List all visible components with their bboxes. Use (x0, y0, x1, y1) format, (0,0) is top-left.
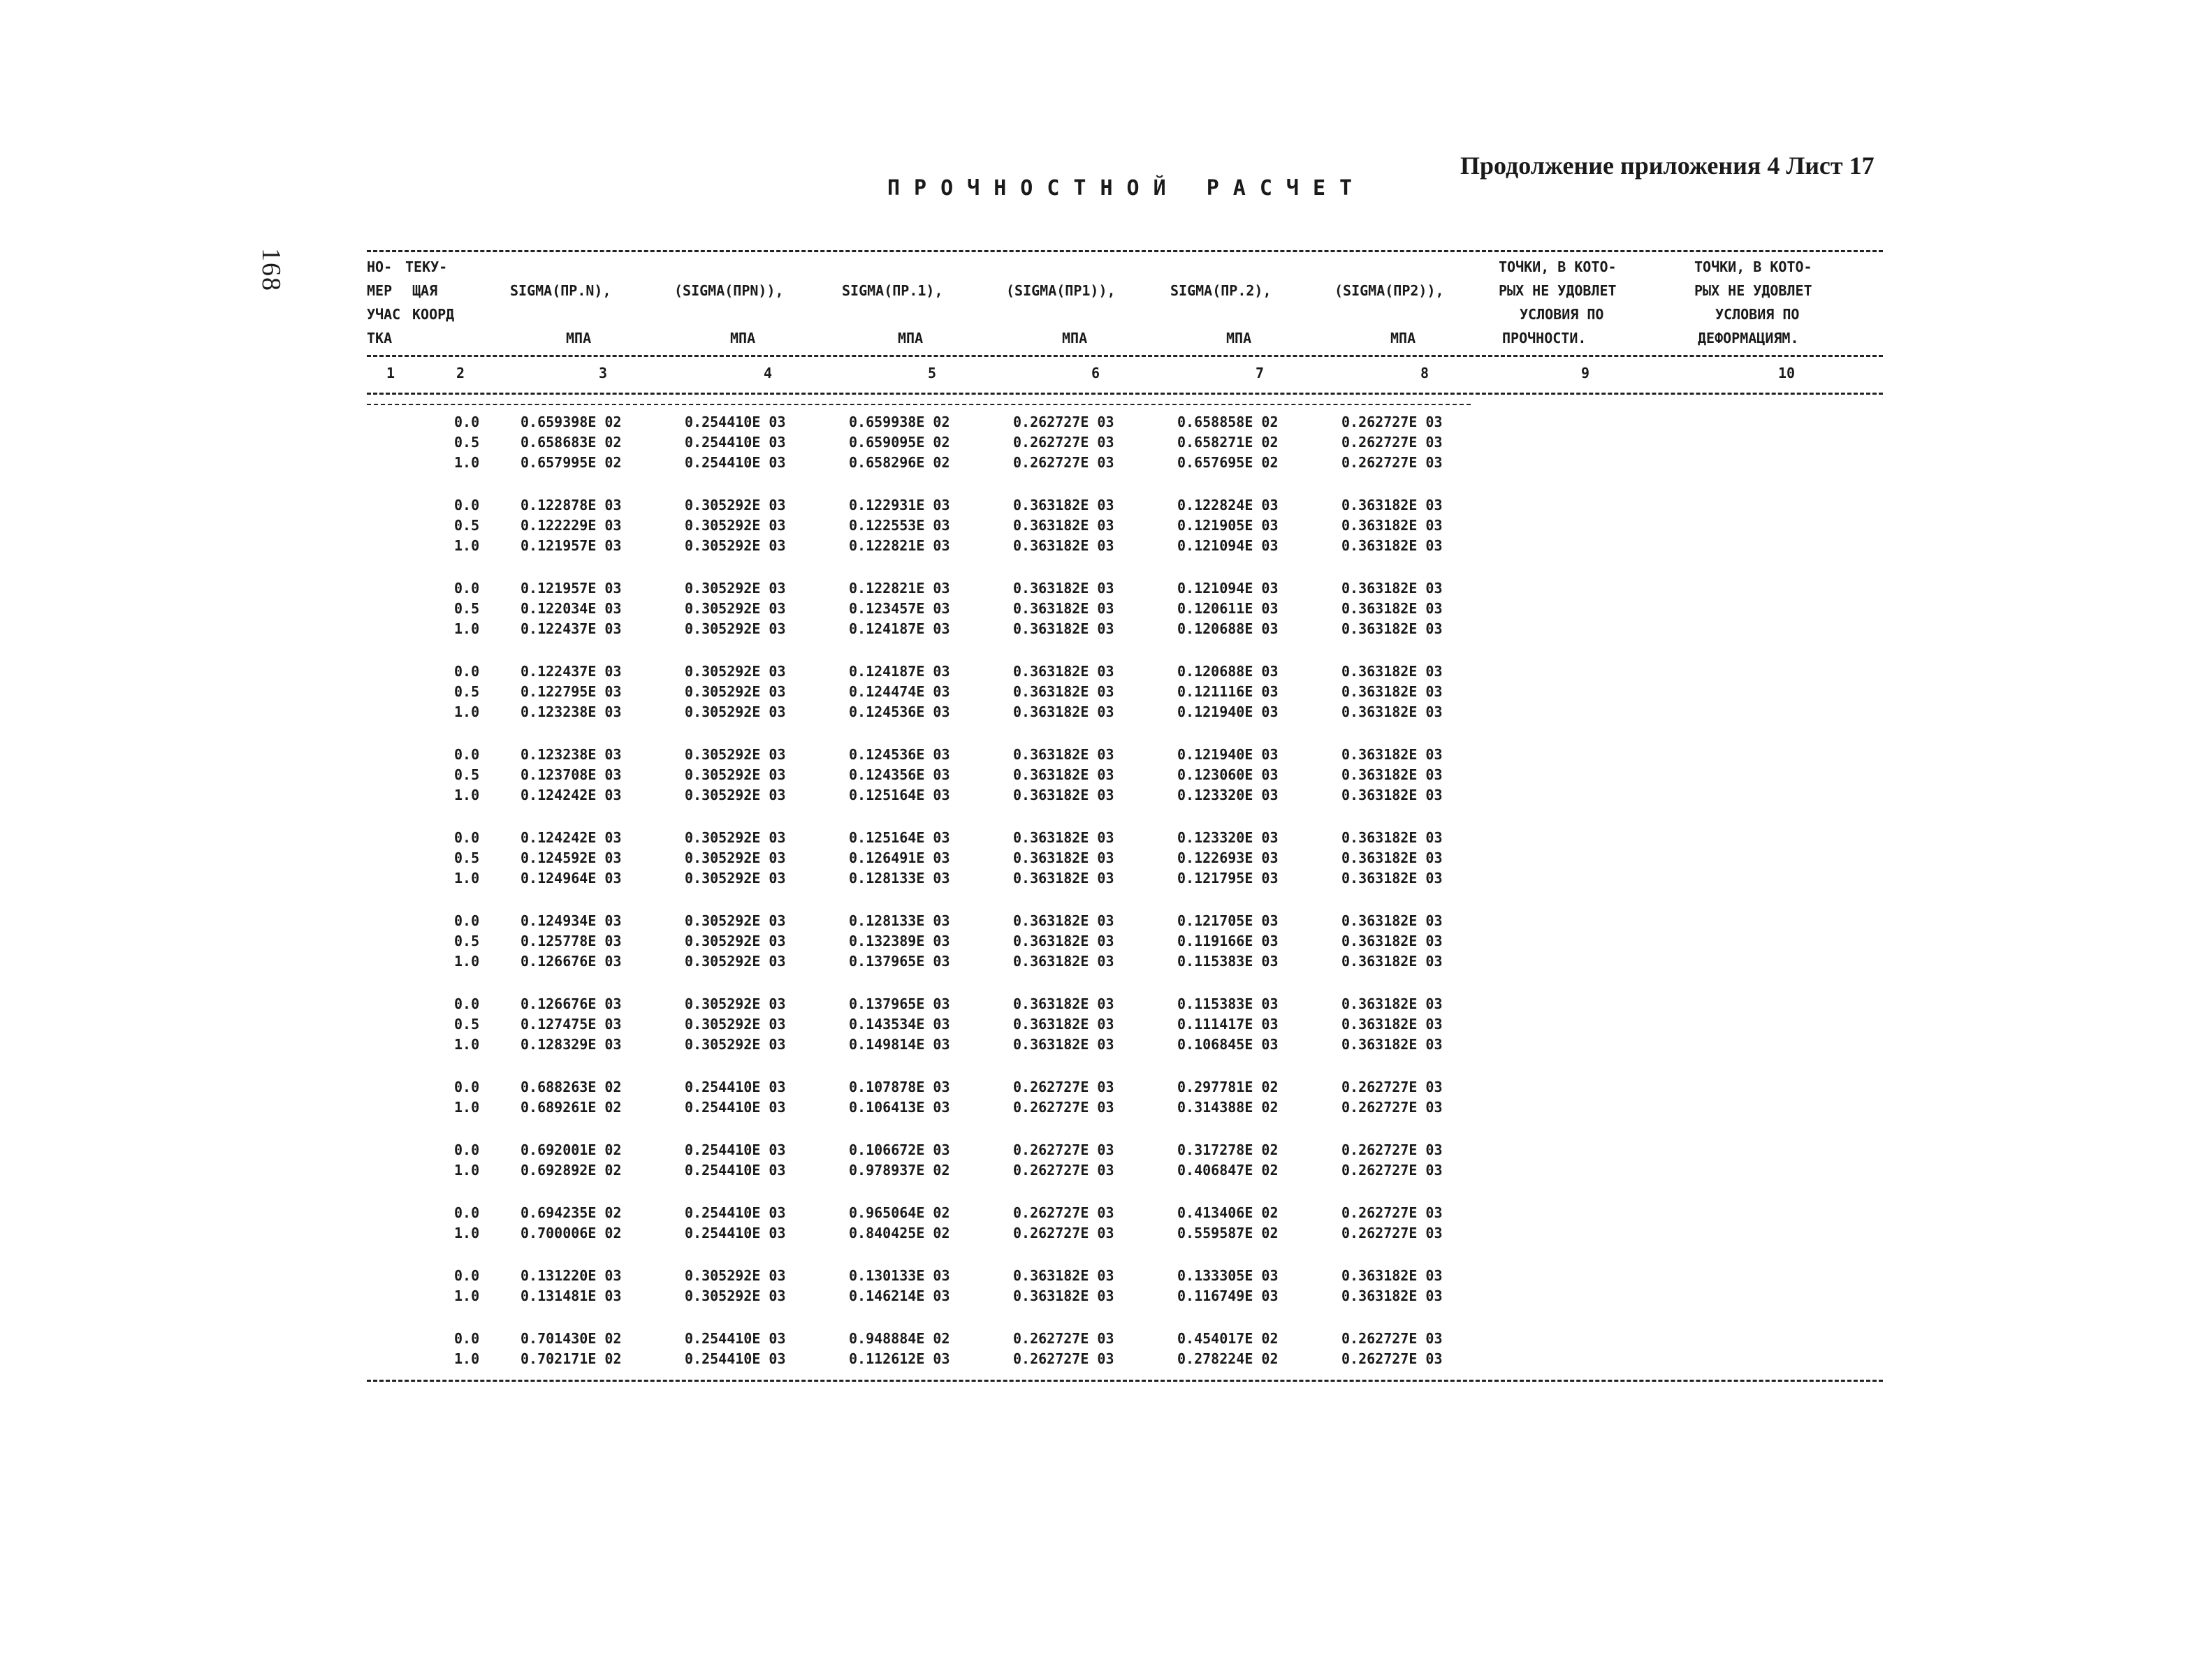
table-cell: 0.363182E 03 (1341, 537, 1443, 554)
table-cell: 0.317278E 02 (1177, 1141, 1279, 1158)
table-cell: 0.657995E 02 (521, 454, 622, 471)
table-cell: 0.133305E 03 (1177, 1267, 1279, 1284)
table-cell: 0.254410E 03 (685, 1204, 786, 1221)
header-col10-line1: ТОЧКИ, В КОТО- (1694, 258, 1812, 275)
page-title: ПРОЧНОСТНОЙ РАСЧЕТ (887, 176, 1367, 200)
table-cell: 0.122437E 03 (521, 663, 622, 680)
table-cell: 1.0 (454, 787, 480, 803)
table-cell: 0.5 (454, 766, 480, 783)
table-cell: 0.363182E 03 (1341, 870, 1443, 886)
table-cell: 0.131220E 03 (521, 1267, 622, 1284)
table-cell: 0.965064E 02 (849, 1204, 950, 1221)
table-cell: 0.363182E 03 (1013, 995, 1114, 1012)
table-cell: 0.124964E 03 (521, 870, 622, 886)
table-cell: 0.305292E 03 (685, 663, 786, 680)
table-cell: 0.262727E 03 (1341, 1225, 1443, 1241)
table-cell: 0.116749E 03 (1177, 1287, 1279, 1304)
table-cell: 0.659398E 02 (521, 414, 622, 430)
header-col5-line1: SIGMA(ПР.1), (842, 282, 943, 299)
table-cell: 0.122795E 03 (521, 683, 622, 700)
table-cell: 0.123320E 03 (1177, 829, 1279, 846)
table-cell: 0.363182E 03 (1341, 600, 1443, 617)
header-col1-line1: НО- (367, 258, 393, 275)
table-cell: 1.0 (454, 1099, 480, 1116)
table-cell: 0.125164E 03 (849, 829, 950, 846)
column-number: 5 (928, 365, 937, 381)
table-cell: 0.406847E 02 (1177, 1162, 1279, 1178)
table-cell: 0.121940E 03 (1177, 746, 1279, 763)
table-cell: 0.363182E 03 (1013, 787, 1114, 803)
header-col1-line4: ТКА (367, 330, 393, 346)
table-cell: 0.363182E 03 (1013, 1036, 1114, 1053)
table-cell: 0.363182E 03 (1341, 517, 1443, 534)
table-cell: 0.123320E 03 (1177, 787, 1279, 803)
table-cell: 0.262727E 03 (1013, 1225, 1114, 1241)
table-cell: 0.658271E 02 (1177, 434, 1279, 451)
table-cell: 0.363182E 03 (1013, 537, 1114, 554)
table-cell: 1.0 (454, 870, 480, 886)
table-cell: 0.122437E 03 (521, 620, 622, 637)
table-cell: 0.262727E 03 (1341, 1079, 1443, 1095)
table-cell: 0.254410E 03 (685, 1141, 786, 1158)
table-cell: 0.363182E 03 (1341, 620, 1443, 637)
table-cell: 0.121705E 03 (1177, 912, 1279, 929)
table-cell: 0.124592E 03 (521, 849, 622, 866)
table-cell: 0.363182E 03 (1013, 1267, 1114, 1284)
table-cell: 0.262727E 03 (1341, 1162, 1443, 1178)
header-col7-line1: SIGMA(ПР.2), (1170, 282, 1272, 299)
table-cell: 0.305292E 03 (685, 1267, 786, 1284)
table-cell: 0.143534E 03 (849, 1016, 950, 1032)
column-number: 6 (1091, 365, 1100, 381)
table-cell: 0.126491E 03 (849, 849, 950, 866)
table-cell: 0.123708E 03 (521, 766, 622, 783)
table-cell: 0.363182E 03 (1341, 746, 1443, 763)
header-col2-line2: ЩАЯ (412, 282, 438, 299)
column-number: 7 (1256, 365, 1265, 381)
table-cell: 0.115383E 03 (1177, 953, 1279, 970)
table-cell: 0.122878E 03 (521, 497, 622, 513)
table-cell: 0.658296E 02 (849, 454, 950, 471)
table-cell: 0.121957E 03 (521, 580, 622, 597)
table-cell: 0.137965E 03 (849, 995, 950, 1012)
table-cell: 0.305292E 03 (685, 766, 786, 783)
table-cell: 0.5 (454, 683, 480, 700)
table-cell: 0.262727E 03 (1013, 1099, 1114, 1116)
table-cell: 0.115383E 03 (1177, 995, 1279, 1012)
table-cell: 0.559587E 02 (1177, 1225, 1279, 1241)
table-cell: 0.0 (454, 414, 480, 430)
table-cell: 0.122229E 03 (521, 517, 622, 534)
continuation-label: Продолжение приложения 4 Лист 17 (1460, 152, 1875, 180)
table-cell: 0.120688E 03 (1177, 620, 1279, 637)
table-cell: 1.0 (454, 1350, 480, 1367)
table-cell: 0.262727E 03 (1341, 1204, 1443, 1221)
table-cell: 0.363182E 03 (1013, 600, 1114, 617)
table-cell: 0.305292E 03 (685, 600, 786, 617)
table-cell: 0.254410E 03 (685, 434, 786, 451)
table-cell: 0.305292E 03 (685, 620, 786, 637)
table-cell: 0.254410E 03 (685, 414, 786, 430)
column-number: 3 (599, 365, 608, 381)
table-cell: 0.0 (454, 995, 480, 1012)
table-cell: 1.0 (454, 1036, 480, 1053)
table-cell: 0.262727E 03 (1013, 1204, 1114, 1221)
table-cell: 0.128133E 03 (849, 912, 950, 929)
table-cell: 0.262727E 03 (1013, 1141, 1114, 1158)
table-cell: 0.363182E 03 (1341, 849, 1443, 866)
table-cell: 0.262727E 03 (1341, 1330, 1443, 1347)
table-cell: 0.254410E 03 (685, 1099, 786, 1116)
table-cell: 1.0 (454, 620, 480, 637)
table-cell: 0.137965E 03 (849, 953, 950, 970)
table-cell: 0.694235E 02 (521, 1204, 622, 1221)
header-col10-line3: УСЛОВИЯ ПО (1715, 306, 1800, 323)
table-cell: 0.262727E 03 (1341, 414, 1443, 430)
table-cell: 0.5 (454, 849, 480, 866)
table-cell: 0.122821E 03 (849, 537, 950, 554)
table-cell: 0.305292E 03 (685, 537, 786, 554)
table-cell: 0.125778E 03 (521, 933, 622, 949)
table-cell: 0.121795E 03 (1177, 870, 1279, 886)
table-cell: 0.262727E 03 (1013, 414, 1114, 430)
table-cell: 0.363182E 03 (1013, 933, 1114, 949)
table-cell: 0.840425E 02 (849, 1225, 950, 1241)
table-cell: 0.305292E 03 (685, 849, 786, 866)
header-col6-line1: (SIGMA(ПР1)), (1006, 282, 1116, 299)
table-cell: 0.124536E 03 (849, 746, 950, 763)
column-number: 10 (1778, 365, 1796, 381)
header-col4-line1: (SIGMA(ПРN)), (674, 282, 784, 299)
table-cell: 0.124187E 03 (849, 663, 950, 680)
table-cell: 0.363182E 03 (1013, 766, 1114, 783)
header-col10-line4: ДЕФОРМАЦИЯМ. (1698, 330, 1799, 346)
header-col3-unit: МПА (566, 330, 592, 346)
table-cell: 0.254410E 03 (685, 454, 786, 471)
table-cell: 0.305292E 03 (685, 1036, 786, 1053)
table-cell: 0.363182E 03 (1341, 953, 1443, 970)
table-cell: 0.5 (454, 517, 480, 534)
table-cell: 0.5 (454, 933, 480, 949)
table-cell: 0.262727E 03 (1013, 1079, 1114, 1095)
header-col6-unit: МПА (1062, 330, 1088, 346)
table-cell: 0.121094E 03 (1177, 537, 1279, 554)
table-cell: 1.0 (454, 953, 480, 970)
table-cell: 0.0 (454, 1079, 480, 1095)
table-cell: 0.122824E 03 (1177, 497, 1279, 513)
table-cell: 0.363182E 03 (1013, 1287, 1114, 1304)
table-cell: 0.128133E 03 (849, 870, 950, 886)
table-cell: 0.5 (454, 600, 480, 617)
table-cell: 0.0 (454, 1141, 480, 1158)
table-cell: 0.124187E 03 (849, 620, 950, 637)
table-cell: 0.254410E 03 (685, 1225, 786, 1241)
header-col2-line1: ТЕКУ- (405, 258, 448, 275)
table-cell: 0.363182E 03 (1341, 663, 1443, 680)
table-cell: 0.121094E 03 (1177, 580, 1279, 597)
table-cell: 0.948884E 02 (849, 1330, 950, 1347)
table-cell: 0.692001E 02 (521, 1141, 622, 1158)
table-cell: 0.305292E 03 (685, 912, 786, 929)
table-cell: 0.701430E 02 (521, 1330, 622, 1347)
table-cell: 0.363182E 03 (1013, 1016, 1114, 1032)
table-cell: 0.262727E 03 (1013, 434, 1114, 451)
table-cell: 0.123457E 03 (849, 600, 950, 617)
table-cell: 0.305292E 03 (685, 870, 786, 886)
header-col9-line1: ТОЧКИ, В КОТО- (1499, 258, 1617, 275)
table-cell: 0.659938E 02 (849, 414, 950, 430)
table-cell: 0.262727E 03 (1341, 1099, 1443, 1116)
table-cell: 0.305292E 03 (685, 829, 786, 846)
table-cell: 0.131481E 03 (521, 1287, 622, 1304)
table-cell: 0.692892E 02 (521, 1162, 622, 1178)
table-cell: 0.978937E 02 (849, 1162, 950, 1178)
table-cell: 0.0 (454, 829, 480, 846)
table-cell: 0.363182E 03 (1341, 1036, 1443, 1053)
table-cell: 0.146214E 03 (849, 1287, 950, 1304)
table-cell: 0.0 (454, 497, 480, 513)
table-cell: 0.363182E 03 (1013, 703, 1114, 720)
column-number: 1 (386, 365, 395, 381)
table-cell: 0.0 (454, 1204, 480, 1221)
table-cell: 0.363182E 03 (1013, 517, 1114, 534)
table-cell: 0.122931E 03 (849, 497, 950, 513)
table-cell: 0.363182E 03 (1013, 580, 1114, 597)
table-cell: 0.122821E 03 (849, 580, 950, 597)
column-number: 4 (764, 365, 773, 381)
table-cell: 0.305292E 03 (685, 703, 786, 720)
table-cell: 0.123060E 03 (1177, 766, 1279, 783)
table-cell: 0.658683E 02 (521, 434, 622, 451)
header-col8-unit: МПА (1390, 330, 1416, 346)
table-cell: 0.106672E 03 (849, 1141, 950, 1158)
table-cell: 0.363182E 03 (1341, 497, 1443, 513)
table-cell: 0.5 (454, 1016, 480, 1032)
table-cell: 0.106845E 03 (1177, 1036, 1279, 1053)
table-cell: 0.0 (454, 663, 480, 680)
table-cell: 0.363182E 03 (1013, 663, 1114, 680)
table-cell: 0.126676E 03 (521, 953, 622, 970)
table-cell: 0.262727E 03 (1013, 1330, 1114, 1347)
table-cell: 1.0 (454, 1225, 480, 1241)
table-cell: 0.124356E 03 (849, 766, 950, 783)
header-col10-line2: РЫХ НЕ УДОВЛЕТ (1694, 282, 1812, 299)
table-cell: 0.262727E 03 (1013, 454, 1114, 471)
table-cell: 0.123238E 03 (521, 703, 622, 720)
table-cell: 1.0 (454, 454, 480, 471)
table-cell: 0.112612E 03 (849, 1350, 950, 1367)
table-cell: 0.363182E 03 (1013, 953, 1114, 970)
table-cell: 0.363182E 03 (1341, 829, 1443, 846)
table-cell: 0.107878E 03 (849, 1079, 950, 1095)
table-cell: 0.124536E 03 (849, 703, 950, 720)
column-number: 8 (1420, 365, 1429, 381)
table-cell: 0.130133E 03 (849, 1267, 950, 1284)
table-cell: 0.254410E 03 (685, 1079, 786, 1095)
table-cell: 0.363182E 03 (1341, 1287, 1443, 1304)
header-col2-line3: КООРД (412, 306, 455, 323)
table-cell: 0.122553E 03 (849, 517, 950, 534)
table-cell: 0.413406E 02 (1177, 1204, 1279, 1221)
table-cell: 0.689261E 02 (521, 1099, 622, 1116)
table-cell: 0.106413E 03 (849, 1099, 950, 1116)
table-cell: 0.262727E 03 (1013, 1162, 1114, 1178)
table-cell: 0.363182E 03 (1341, 1267, 1443, 1284)
table-cell: 0.254410E 03 (685, 1162, 786, 1178)
table-cell: 0.254410E 03 (685, 1330, 786, 1347)
table-cell: 0.363182E 03 (1341, 995, 1443, 1012)
header-col4-unit: МПА (730, 330, 756, 346)
table-cell: 0.363182E 03 (1013, 870, 1114, 886)
table-cell: 1.0 (454, 1162, 480, 1178)
table-cell: 0.122034E 03 (521, 600, 622, 617)
table-cell: 0.454017E 02 (1177, 1330, 1279, 1347)
column-number: 9 (1581, 365, 1590, 381)
table-cell: 0.262727E 03 (1341, 1350, 1443, 1367)
table-cell: 0.123238E 03 (521, 746, 622, 763)
table-cell: 0.124474E 03 (849, 683, 950, 700)
table-cell: 0.121940E 03 (1177, 703, 1279, 720)
table-cell: 0.305292E 03 (685, 1016, 786, 1032)
table-cell: 0.5 (454, 434, 480, 451)
table-cell: 0.120611E 03 (1177, 600, 1279, 617)
table-cell: 0.314388E 02 (1177, 1099, 1279, 1116)
header-col8-line1: (SIGMA(ПР2)), (1334, 282, 1444, 299)
table-cell: 0.688263E 02 (521, 1079, 622, 1095)
table-cell: 0.126676E 03 (521, 995, 622, 1012)
table-cell: 0.363182E 03 (1013, 746, 1114, 763)
table-cell: 0.363182E 03 (1341, 683, 1443, 700)
table-cell: 0.363182E 03 (1341, 703, 1443, 720)
table-cell: 0.0 (454, 746, 480, 763)
header-col1-line3: УЧАС (367, 306, 401, 323)
table-cell: 0.363182E 03 (1013, 620, 1114, 637)
table-cell: 0.262727E 03 (1341, 434, 1443, 451)
table-cell: 0.262727E 03 (1341, 454, 1443, 471)
table-cell: 0.658858E 02 (1177, 414, 1279, 430)
table-cell: 0.363182E 03 (1341, 1016, 1443, 1032)
table-cell: 0.122693E 03 (1177, 849, 1279, 866)
table-cell: 0.305292E 03 (685, 580, 786, 597)
table-cell: 0.305292E 03 (685, 1287, 786, 1304)
table-cell: 0.363182E 03 (1013, 683, 1114, 700)
column-number: 2 (456, 365, 465, 381)
table-cell: 0.363182E 03 (1341, 580, 1443, 597)
table-cell: 0.121957E 03 (521, 537, 622, 554)
table-cell: 0.278224E 02 (1177, 1350, 1279, 1367)
table-cell: 0.262727E 03 (1013, 1350, 1114, 1367)
table-cell: 0.305292E 03 (685, 746, 786, 763)
table-cell: 0.700006E 02 (521, 1225, 622, 1241)
header-col3-line1: SIGMA(ПР.N), (510, 282, 611, 299)
table-cell: 0.0 (454, 580, 480, 597)
table-cell: 1.0 (454, 537, 480, 554)
table-cell: 0.363182E 03 (1341, 787, 1443, 803)
table-cell: 0.119166E 03 (1177, 933, 1279, 949)
table-cell: 0.128329E 03 (521, 1036, 622, 1053)
table-cell: 0.363182E 03 (1341, 933, 1443, 949)
table-cell: 0.659095E 02 (849, 434, 950, 451)
table-cell: 0.120688E 03 (1177, 663, 1279, 680)
table-cell: 0.254410E 03 (685, 1350, 786, 1367)
table-cell: 0.363182E 03 (1013, 912, 1114, 929)
table-cell: 0.305292E 03 (685, 995, 786, 1012)
table-cell: 0.297781E 02 (1177, 1079, 1279, 1095)
header-col9-line3: УСЛОВИЯ ПО (1520, 306, 1604, 323)
table-cell: 0.363182E 03 (1013, 849, 1114, 866)
table-cell: 0.124242E 03 (521, 787, 622, 803)
table-cell: 0.0 (454, 1267, 480, 1284)
table-cell: 1.0 (454, 703, 480, 720)
table-cell: 0.124934E 03 (521, 912, 622, 929)
table-cell: 0.363182E 03 (1341, 912, 1443, 929)
header-col9-line4: ПРОЧНОСТИ. (1502, 330, 1587, 346)
table-cell: 0.149814E 03 (849, 1036, 950, 1053)
table-cell: 0.0 (454, 1330, 480, 1347)
table-cell: 0.127475E 03 (521, 1016, 622, 1032)
table-cell: 0.305292E 03 (685, 933, 786, 949)
table-cell: 0.305292E 03 (685, 953, 786, 970)
table-cell: 0.305292E 03 (685, 683, 786, 700)
table-cell: 0.305292E 03 (685, 497, 786, 513)
table-cell: 0.121905E 03 (1177, 517, 1279, 534)
page-number: 168 (256, 248, 286, 292)
header-col7-unit: МПА (1226, 330, 1252, 346)
table-cell: 0.132389E 03 (849, 933, 950, 949)
table-cell: 0.124242E 03 (521, 829, 622, 846)
header-col9-line2: РЫХ НЕ УДОВЛЕТ (1499, 282, 1617, 299)
table-cell: 0.121116E 03 (1177, 683, 1279, 700)
header-col5-unit: МПА (898, 330, 924, 346)
table-cell: 0.363182E 03 (1341, 766, 1443, 783)
header-col1-line2: МЕР (367, 282, 393, 299)
table-cell: 0.702171E 02 (521, 1350, 622, 1367)
table-cell: 0.111417E 03 (1177, 1016, 1279, 1032)
table-cell: 0.363182E 03 (1013, 497, 1114, 513)
table-cell: 0.125164E 03 (849, 787, 950, 803)
table-cell: 0.363182E 03 (1013, 829, 1114, 846)
table-cell: 0.0 (454, 912, 480, 929)
table-cell: 0.262727E 03 (1341, 1141, 1443, 1158)
table-cell: 1.0 (454, 1287, 480, 1304)
table-bottom-rule (367, 1380, 1883, 1382)
table-cell: 0.305292E 03 (685, 517, 786, 534)
table-cell: 0.657695E 02 (1177, 454, 1279, 471)
table-cell: 0.305292E 03 (685, 787, 786, 803)
